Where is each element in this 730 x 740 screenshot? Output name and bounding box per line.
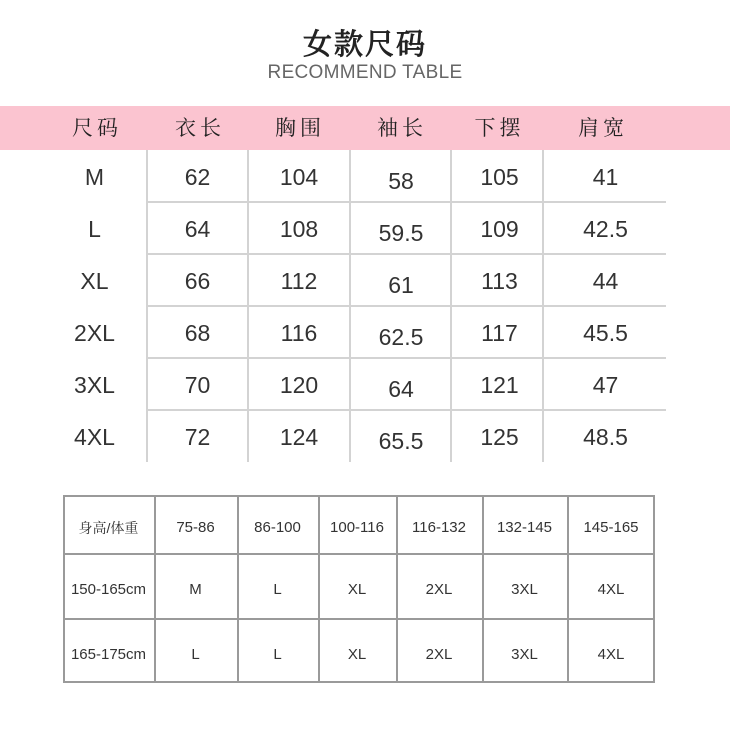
size-cell: 124 [279,424,319,450]
size-cell: 104 [279,164,319,190]
size-table-row-divider [146,201,666,203]
recommended-size-cell: M [189,581,202,598]
size-table-row-divider [146,305,666,307]
size-cell: 116 [280,320,318,346]
recommended-size-cell: 2XL [425,646,453,663]
size-cell: 59.5 [378,220,424,246]
size-cell: 109 [480,216,519,242]
height-range-label: 150-165cm [70,581,147,598]
recommended-size-cell: L [191,646,200,663]
size-table-header-size: 尺码 [72,116,122,140]
size-cell: 125 [480,424,519,450]
size-label: L [88,216,101,242]
size-table-row-divider [146,409,666,411]
size-cell: 120 [279,372,319,398]
size-cell: 105 [480,164,519,190]
size-cell: 44 [592,268,619,294]
size-cell: 121 [480,372,519,398]
weight-range-header: 132-145 [496,519,553,536]
weight-range-header: 100-116 [330,519,384,536]
size-cell: 61 [388,272,414,298]
weight-range-header: 75-86 [176,519,215,536]
size-table-header-shoulder: 肩宽 [578,116,628,140]
size-label: 4XL [74,424,115,450]
size-label: 2XL [74,320,115,346]
size-cell: 117 [481,320,518,346]
size-cell: 72 [184,424,211,450]
size-cell: 62 [184,164,211,190]
recommended-size-cell: 2XL [425,581,453,598]
weight-range-header: 86-100 [254,519,301,536]
size-table-header-length: 衣长 [175,116,225,140]
size-cell: 42.5 [583,216,628,242]
size-table-header-hem: 下摆 [474,116,525,140]
recommended-size-cell: 4XL [597,646,625,663]
fit-table-corner-label: 身高/体重 [78,520,139,536]
page-subtitle: RECOMMEND TABLE [267,62,463,83]
weight-range-header: 116-132 [412,519,466,536]
size-table-row-divider [146,357,666,359]
size-cell: 108 [279,216,319,242]
size-cell: 64 [184,216,211,242]
size-cell: 62.5 [378,324,424,350]
recommended-size-cell: 4XL [597,581,625,598]
size-label: M [84,164,105,190]
size-cell: 45.5 [583,320,628,346]
size-cell: 70 [184,372,211,398]
size-cell: 58 [388,168,414,194]
page-title: 女款尺码 [302,27,427,61]
weight-range-header: 145-165 [583,519,639,536]
size-cell: 68 [184,320,211,346]
recommended-size-cell: L [273,646,282,663]
size-cell: 65.5 [378,428,424,454]
height-range-label: 165-175cm [70,646,147,663]
size-table-row-divider [146,253,666,255]
size-cell: 41 [592,164,619,190]
size-cell: 113 [481,268,518,294]
size-table-header-chest: 胸围 [275,116,325,140]
recommended-size-cell: L [273,581,282,598]
recommended-size-cell: 3XL [511,581,538,598]
size-cell: 112 [280,268,318,294]
recommended-size-cell: XL [347,581,367,598]
size-table-header-sleeve: 袖长 [377,116,427,140]
size-cell: 66 [184,268,211,294]
size-cell: 48.5 [583,424,628,450]
size-label: XL [80,268,109,294]
size-label: 3XL [74,372,115,398]
recommended-size-cell: XL [347,646,367,663]
size-cell: 47 [592,372,619,398]
recommended-size-cell: 3XL [511,646,538,663]
size-cell: 64 [388,376,414,402]
